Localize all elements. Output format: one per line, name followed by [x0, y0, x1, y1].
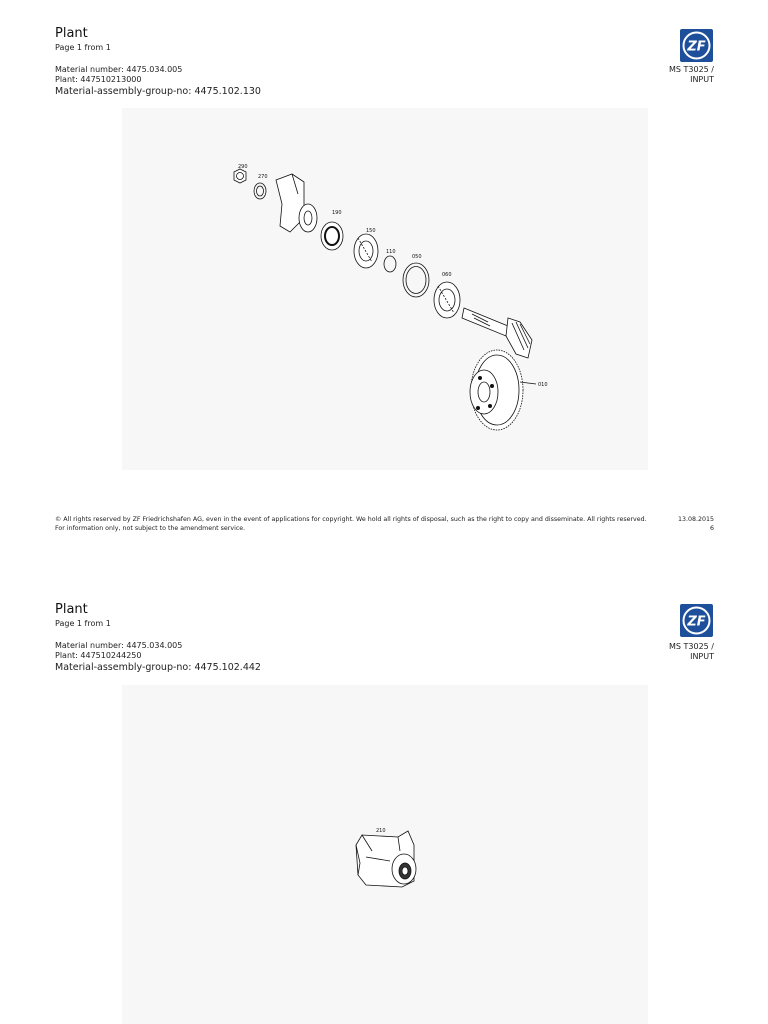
ms-label-line2: INPUT: [690, 652, 714, 661]
material-number: Material number: 4475.034.005: [55, 641, 183, 650]
part-label: 110: [386, 249, 396, 255]
seal-part: [321, 222, 343, 250]
assembly-group-number: Material-assembly-group-no: 4475.102.130: [55, 86, 261, 97]
spacer-part: [384, 256, 396, 272]
bearing-060-part: [434, 282, 460, 318]
washer-part: [254, 183, 266, 199]
document-page-2: [0, 575, 768, 1024]
footer-info: For information only, not subject to the amendment service.: [55, 525, 246, 532]
part-label: 290: [238, 164, 248, 170]
page-info: Page 1 from 1: [55, 619, 111, 628]
part-label: 190: [332, 210, 342, 216]
footer-page-number: 6: [709, 525, 714, 532]
zf-logo: [680, 29, 713, 62]
shim-part: [403, 263, 429, 297]
footer-copyright: © All rights reserved by ZF Friedrichshafen AG, even in the event of applications for copyright. We hold all rights of disposal, such as the right to copy and disseminate. All rights reserved.: [55, 516, 647, 523]
plant-number: Plant: 447510213000: [55, 75, 142, 84]
part-label: 210: [376, 828, 386, 834]
input-assembly-drawing: [122, 108, 648, 470]
zf-logo: [680, 604, 713, 637]
part-label: 050: [412, 254, 422, 260]
footer-date: 13.08.2015: [677, 516, 714, 523]
ms-label-line1: MS T3025 /: [668, 642, 714, 651]
bearing-part: [354, 234, 378, 268]
assembly-group-number: Material-assembly-group-no: 4475.102.442: [55, 662, 261, 673]
material-number: Material number: 4475.034.005: [55, 65, 183, 74]
page-title: Plant: [55, 602, 88, 617]
page-title: Plant: [55, 26, 88, 41]
exploded-drawing: [122, 685, 648, 1024]
part-label: 150: [366, 228, 376, 234]
flange-part: [276, 174, 317, 232]
ring-gear-part: [470, 350, 536, 430]
zf-logo-text: ZF: [687, 39, 706, 55]
ms-label: [669, 65, 714, 85]
ms-label-line2: INPUT: [690, 75, 714, 84]
part-label: 010: [538, 382, 548, 388]
zf-logo-text: ZF: [687, 614, 706, 630]
ms-label-line1: MS T3025 /: [668, 65, 714, 74]
plant-number: Plant: 447510244250: [55, 651, 142, 660]
nut-part: [234, 169, 246, 183]
exploded-drawing: [122, 108, 648, 470]
part-label: 270: [258, 174, 268, 180]
page-info: Page 1 from 1: [55, 43, 111, 52]
part-label: 060: [442, 272, 452, 278]
housing-part: [356, 831, 416, 887]
ms-label: [669, 642, 714, 662]
housing-drawing: [122, 685, 648, 1024]
